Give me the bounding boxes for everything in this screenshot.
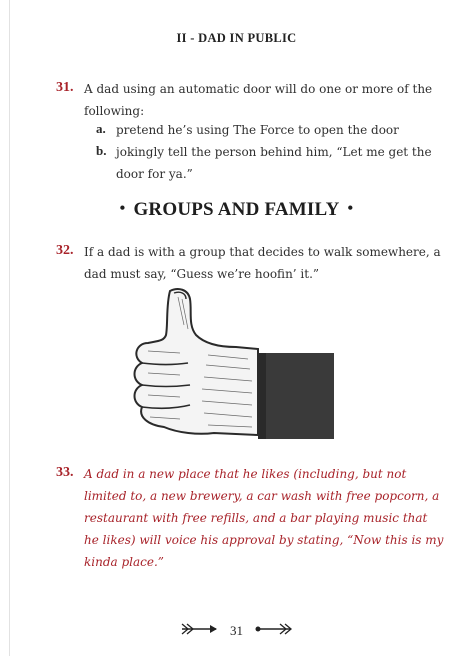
item-33-line-2: limited to, a new brewery, a car wash with free popcorn, a (84, 489, 440, 503)
arrow-ornament-icon (253, 623, 293, 639)
page-footer (0, 623, 473, 639)
arrow-ornament-icon (180, 623, 220, 639)
bullet-dot-icon: • (347, 200, 354, 217)
item-32-line-1: If a dad is with a group that decides to walk somewhere, a (84, 245, 441, 259)
item-33-number: 33. (56, 465, 74, 480)
item-31-sub-a-text: pretend he’s using The Force to open the door (116, 123, 399, 137)
item-31-number: 31. (56, 80, 74, 95)
item-33-line-1: A dad in a new place that he likes (including, but not (84, 467, 407, 481)
thumbs-up-illustration (118, 285, 342, 443)
sleeve-shape (258, 353, 334, 439)
page-number: 31 (230, 623, 243, 638)
item-33-line-5: kinda place.” (84, 555, 164, 569)
item-32-line-2: dad must say, “Guess we’re hoofin’ it.” (84, 267, 320, 281)
item-31-sub-b-line-1: jokingly tell the person behind him, “Let me get the (116, 145, 432, 159)
item-33-line-3: restaurant with free refills, and a bar playing music that (84, 511, 428, 525)
section-heading (0, 199, 473, 221)
item-32-number: 32. (56, 243, 74, 258)
item-31-sub-a-label: a. (96, 121, 106, 136)
item-31-sub-b-line-2: door for ya.” (116, 167, 193, 181)
running-head: II - DAD IN PUBLIC (176, 31, 297, 45)
item-31-line-2: following: (84, 104, 145, 118)
page-edge (9, 0, 10, 656)
item-31-sub-b-label: b. (96, 143, 107, 158)
item-31-line-1: A dad using an automatic door will do one or more of the (84, 82, 433, 96)
section-heading-text: GROUPS AND FAMILY (133, 199, 340, 220)
bullet-dot-icon: • (119, 200, 126, 217)
item-33-line-4: he likes) will voice his approval by stating, “Now this is my (84, 533, 444, 547)
